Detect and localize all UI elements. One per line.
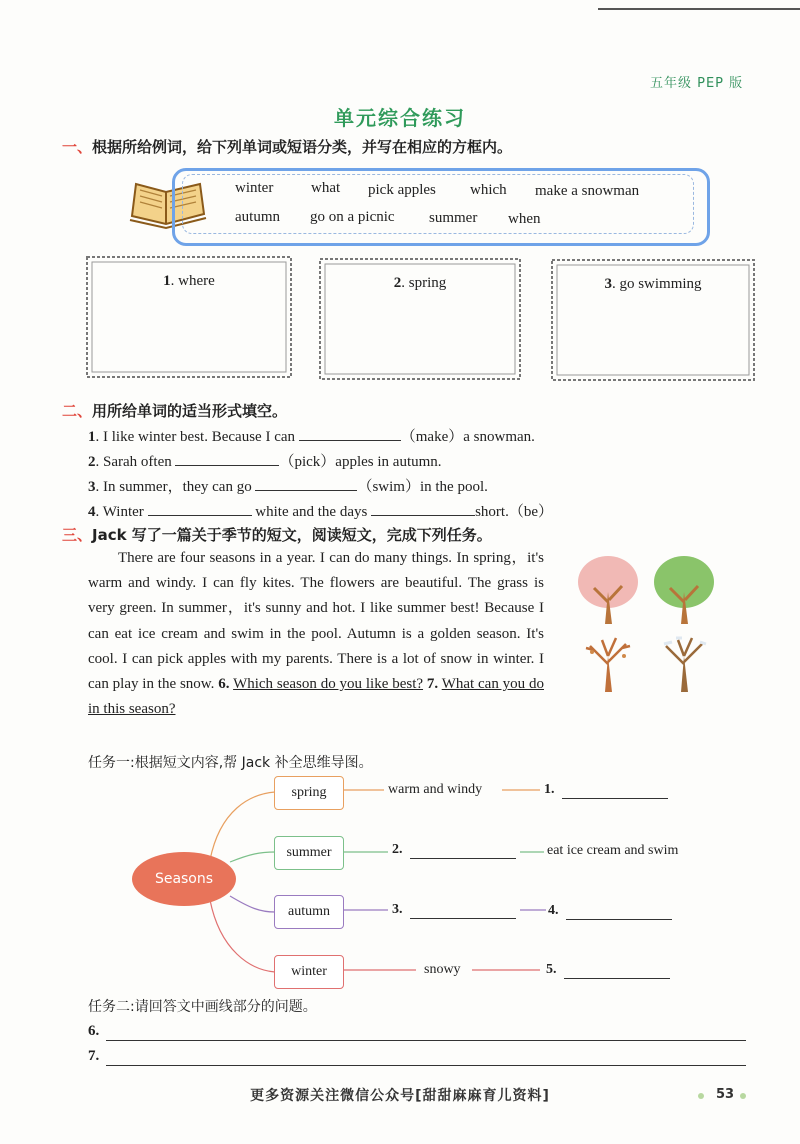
spring-detail: warm and windy [388, 782, 483, 797]
q6-number: 6. [218, 676, 230, 693]
summer-tree [654, 556, 714, 624]
task2-instruction: 任务二:请回答文中画线部分的问题。 [88, 999, 317, 1015]
mindmap-summer-node: summer [274, 836, 344, 870]
word-bank-item: autumn [235, 209, 280, 225]
word-bank-item: summer [429, 210, 478, 226]
question-2: 2. Sarah often （pick）apples in autumn. [88, 450, 442, 471]
page-dot-left [698, 1093, 704, 1099]
q4-after: short.（be） [475, 504, 554, 520]
answer-6-line[interactable] [106, 1040, 746, 1041]
q4-mid: white and the days [255, 504, 368, 520]
section2-instruction: 用所给单词的适当形式填空。 [92, 402, 288, 420]
mindmap-center-node: Seasons [132, 852, 236, 906]
passage-text: There are four seasons in a year. I can do many things. In spring，it's warm and windy. I can fly kites. The flowers are beautiful. The grass is very green. In summer，it's sunny and hot. I like summer best! Because I can eat ice cream and swim in the pool. Autumn is a golden season. It's cool. I can pick apples with my parents. There is a lot of snow in winter. I can play in the snow. [88, 550, 544, 693]
mindmap-blank-2-number: 2. [392, 842, 403, 857]
section3-instruction: Jack 写了一篇关于季节的短文，阅读短文，完成下列任务。 [92, 526, 492, 544]
category-1-example: where [178, 273, 215, 289]
reading-passage [88, 546, 544, 722]
q4-blank-2[interactable] [371, 501, 475, 516]
q3-blank[interactable] [255, 476, 357, 491]
q6-underlined-question: Which season do you like best? [233, 676, 424, 693]
answer-7-number: 7. [88, 1048, 100, 1064]
mindmap-blank-4-number: 4. [548, 903, 559, 918]
mindmap-blank-3[interactable] [410, 904, 516, 919]
q1-blank[interactable] [299, 426, 401, 441]
q1-after: （make）a snowman. [400, 429, 535, 445]
section1-instruction: 根据所给例词，给下列单词或短语分类，并写在相应的方框内。 [92, 138, 513, 156]
section2-number: 二、 [62, 402, 93, 420]
top-rule [598, 8, 800, 10]
spring-tree [578, 556, 638, 624]
word-bank-item: what [311, 180, 341, 196]
category-2-label: 2. spring [393, 275, 447, 291]
section2-heading [62, 400, 287, 421]
q4-blank-1[interactable] [148, 501, 252, 516]
word-bank-item: make a snowman [535, 183, 640, 199]
page-dot-right [740, 1093, 746, 1099]
mindmap-blank-2[interactable] [410, 844, 516, 859]
q2-after: （pick）apples in autumn. [279, 454, 442, 470]
word-bank-item: when [508, 211, 541, 227]
mindmap-autumn-node: autumn [274, 895, 344, 929]
category-1-label: 1. where [163, 273, 215, 289]
q3-text: In summer，they can go [103, 479, 252, 495]
mindmap-winter-node: winter [274, 955, 344, 989]
q7-number: 7. [426, 676, 439, 693]
q2-text: Sarah often [103, 454, 172, 470]
winter-detail: snowy [424, 962, 461, 977]
mindmap-blank-5[interactable] [564, 964, 670, 979]
q3-after: （swim）in the pool. [357, 479, 488, 495]
answer-6-number: 6. [88, 1023, 100, 1039]
q4-number: 4 [88, 504, 96, 520]
section3-number: 三、 [62, 526, 93, 544]
word-bank-item: go on a picnic [310, 209, 395, 225]
question-3: 3. In summer，they can go （swim）in the pool. [88, 475, 488, 496]
answer-7-line[interactable] [106, 1065, 746, 1066]
mindmap-blank-1-number: 1. [544, 782, 555, 797]
question-1: 1. I like winter best. Because I can （make）a snowman. [88, 425, 535, 446]
q1-text: I like winter best. Because I can [103, 429, 296, 445]
category-3-number: 3 [604, 276, 612, 292]
word-bank-item: winter [235, 180, 274, 196]
mindmap-blank-3-number: 3. [392, 902, 403, 917]
q1-number: 1 [88, 429, 96, 445]
category-3-label: 3. go swimming [604, 276, 702, 292]
question-4: 4. Winter white and the days short.（be） [88, 500, 553, 521]
category-2-example: spring [408, 275, 447, 291]
section1-heading [62, 136, 512, 157]
page-number: 53 [716, 1087, 735, 1102]
section3-heading [62, 524, 492, 545]
four-season-trees-illustration [572, 552, 722, 698]
task1-instruction: 任务一:根据短文内容,帮 Jack 补全思维导图。 [88, 755, 373, 771]
q4-text: Winter [102, 504, 144, 520]
mindmap-blank-1[interactable] [562, 784, 668, 799]
q7-underlined-question: What can you do in this season? [88, 676, 544, 718]
q2-number: 2 [88, 454, 96, 470]
page-title: 单元综合练习 [334, 106, 466, 130]
grade-label: 五年级 PEP 版 [650, 76, 744, 91]
category-2-number: 2 [393, 275, 402, 291]
mindmap-blank-4[interactable] [566, 905, 672, 920]
footer-watermark: 更多资源关注微信公众号[甜甜麻麻育儿资料] [250, 1088, 550, 1104]
category-3-example: go swimming [619, 276, 702, 292]
section1-number: 一、 [62, 138, 93, 156]
summer-detail: eat ice cream and swim [547, 843, 679, 858]
mindmap-spring-node: spring [274, 776, 344, 810]
autumn-tree [586, 638, 630, 692]
word-bank-item: pick apples [368, 182, 436, 198]
winter-tree [664, 638, 706, 692]
q2-blank[interactable] [175, 451, 279, 466]
category-1-number: 1 [163, 273, 171, 289]
word-bank-item: which [470, 182, 507, 198]
q3-number: 3 [88, 479, 96, 495]
mindmap-blank-5-number: 5. [546, 962, 557, 977]
